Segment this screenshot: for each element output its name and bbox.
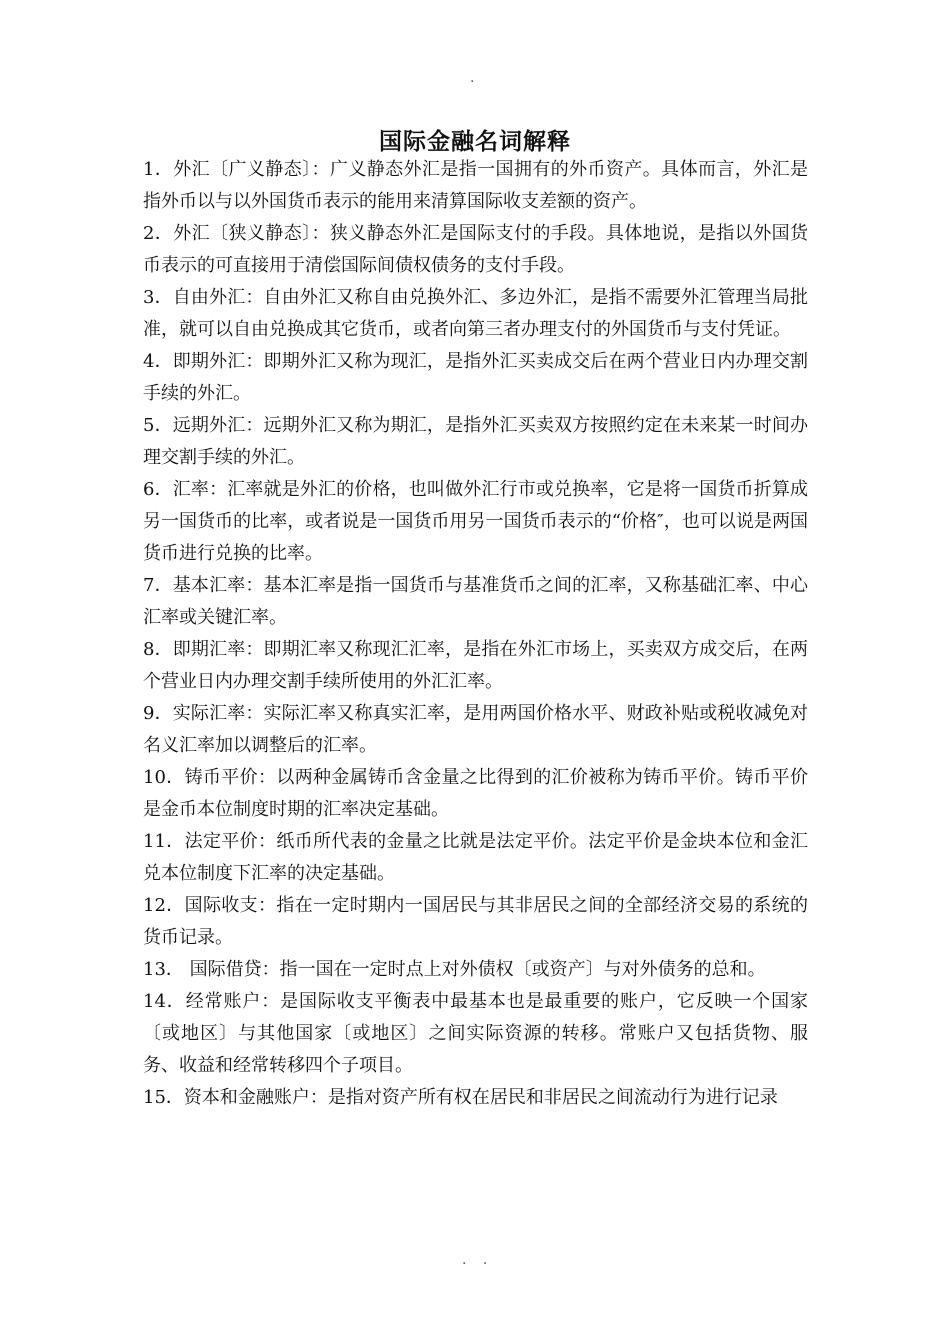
entry-term: 铸币平价 [184,767,258,788]
glossary-entry: 15．资本和金融账户：是指对资产所有权在居民和非居民之间流动行为进行记录 [143,1087,778,1108]
entry-definition: 即期汇率又称现汇汇率，是指在外汇市场上，买卖双方成交后，在两个营业日内办理交割手续所使用的外汇汇率。 [143,639,809,692]
entry-term: 远期外汇 [172,415,246,436]
page-header-mark: . [470,70,475,86]
entry-number: 1 [143,159,155,180]
entry-number: 7 [143,575,155,596]
entry-number: 2 [143,223,155,244]
entry-number: 15 [143,1087,166,1108]
entry-number: 4 [143,351,155,372]
glossary-entry: 5．远期外汇：远期外汇又称为期汇，是指外汇买卖双方按照约定在未来某一时间办理交割手续的外汇。 [143,415,809,468]
entry-number: 11 [143,831,166,852]
entry-number: 12 [143,895,166,916]
entry-definition: 基本汇率是指一国货币与基准货币之间的汇率，又称基础汇率、中心汇率或关键汇率。 [143,575,809,628]
entry-number: 9 [143,703,155,724]
entry-term: 国际借贷 [183,959,262,980]
glossary-entry: 4．即期外汇：即期外汇又称为现汇，是指外汇买卖成交后在两个营业日内办理交割手续的外汇。 [143,351,809,404]
entry-definition: 自由外汇又称自由兑换外汇、多边外汇，是指不需要外汇管理当局批准，就可以自由兑换成其它货币，或者向第三者办理支付的外国货币与支付凭证。 [143,287,809,340]
glossary-entry: 8．即期汇率：即期汇率又称现汇汇率，是指在外汇市场上，买卖双方成交后，在两个营业日内办理交割手续所使用的外汇汇率。 [143,639,809,692]
entry-definition: 指在一定时期内一国居民与其非居民之间的全部经济交易的系统的货币记录。 [143,895,809,948]
entry-definition: 远期外汇又称为期汇，是指外汇买卖双方按照约定在未来某一时间办理交割手续的外汇。 [143,415,809,468]
entry-definition: 汇率就是外汇的价格，也叫做外汇行市或兑换率，它是将一国货币折算成另一国货币的比率，或者说是一国货币用另一国货币表示的“价格″，也可以说是两国货币进行兑换的比率。 [143,479,809,564]
entry-term: 外汇〔狭义静态〕 [173,223,312,244]
entry-number: 6 [143,479,155,500]
entry-term: 法定平价 [184,831,258,852]
entry-term: 实际汇率 [172,703,246,724]
entry-number: 14 [143,991,166,1012]
entry-term: 外汇〔广义静态〕 [173,159,312,180]
glossary-entry: 3．自由外汇：自由外汇又称自由兑换外汇、多边外汇，是指不需要外汇管理当局批准，就可以自由兑换成其它货币，或者向第三者办理支付的外国货币与支付凭证。 [143,287,809,340]
entry-number: 8 [143,639,155,660]
entry-definition: 实际汇率又称真实汇率，是用两国价格水平、财政补贴或税收减免对名义汇率加以调整后的汇率。 [143,703,809,756]
glossary-entry: 13． 国际借贷：指一国在一定时点上对外债权〔或资产〕与对外债务的总和。 [143,959,766,980]
entry-term: 汇率 [172,479,210,500]
page-title: 国际金融名词解释 [379,128,571,156]
entry-definition: 是指对资产所有权在居民和非居民之间流动行为进行记录 [327,1087,778,1108]
entry-number: 3 [143,287,155,308]
entry-definition: 指一国在一定时点上对外债权〔或资产〕与对外债务的总和。 [279,959,766,980]
entry-definition: 广义静态外汇是指一国拥有的外币资产。具体而言，外汇是指外币以与以外国货币表示的能用来清算国际收支差额的资产。 [143,159,809,212]
glossary-entry: 14．经常账户：是国际收支平衡表中最基本也是最重要的账户，它反映一个国家〔或地区〕与其他国家〔或地区〕之间实际资源的转移。常账户又包括货物、服务、收益和经常转移四个子项目。 [143,991,809,1076]
entry-term: 资本和金融账户 [183,1087,310,1108]
entry-definition: 是国际收支平衡表中最基本也是最重要的账户，它反映一个国家〔或地区〕与其他国家〔或地区〕之间实际资源的转移。常账户又包括货物、服务、收益和经常转移四个子项目。 [143,991,809,1076]
glossary-entry: 7．基本汇率：基本汇率是指一国货币与基准货币之间的汇率，又称基础汇率、中心汇率或关键汇率。 [143,575,809,628]
glossary-entry: 6．汇率：汇率就是外汇的价格，也叫做外汇行市或兑换率，它是将一国货币折算成另一国货币的比率，或者说是一国货币用另一国货币表示的“价格″，也可以说是两国货币进行兑换的比率。 [143,479,809,564]
entry-term: 即期外汇 [172,351,246,372]
entry-term: 经常账户 [185,991,262,1012]
entry-definition: 以两种金属铸币含金量之比得到的汇价被称为铸币平价。铸币平价是金币本位制度时期的汇率决定基础。 [143,767,809,820]
glossary-entry: 10．铸币平价：以两种金属铸币含金量之比得到的汇价被称为铸币平价。铸币平价是金币本位制度时期的汇率决定基础。 [143,767,809,820]
entry-number: 10 [143,767,166,788]
entry-definition: 即期外汇又称为现汇，是指外汇买卖成交后在两个营业日内办理交割手续的外汇。 [143,351,809,404]
glossary-entry: 1．外汇〔广义静态〕：广义静态外汇是指一国拥有的外币资产。具体而言，外汇是指外币以与以外国货币表示的能用来清算国际收支差额的资产。 [143,159,809,212]
page-footer-mark: . . [462,1252,494,1268]
entry-definition: 狭义静态外汇是国际支付的手段。具体地说，是指以外国货币表示的可直接用于清偿国际间债权债务的支付手段。 [143,223,809,276]
entry-term: 即期汇率 [172,639,246,660]
entry-term: 基本汇率 [172,575,246,596]
glossary-list [143,150,808,1114]
entry-definition: 纸币所代表的金量之比就是法定平价。法定平价是金块本位和金汇兑本位制度下汇率的决定基础。 [143,831,809,884]
entry-number: 5 [143,415,155,436]
glossary-entry: 11．法定平价：纸币所代表的金量之比就是法定平价。法定平价是金块本位和金汇兑本位制度下汇率的决定基础。 [143,831,809,884]
entry-number: 13 [143,959,166,980]
glossary-entry: 9．实际汇率：实际汇率又称真实汇率，是用两国价格水平、财政补贴或税收减免对名义汇率加以调整后的汇率。 [143,703,809,756]
entry-term: 自由外汇 [172,287,246,308]
entry-term: 国际收支 [184,895,258,916]
glossary-entry: 12．国际收支：指在一定时期内一国居民与其非居民之间的全部经济交易的系统的货币记录。 [143,895,809,948]
glossary-entry: 2．外汇〔狭义静态〕：狭义静态外汇是国际支付的手段。具体地说，是指以外国货币表示的可直接用于清偿国际间债权债务的支付手段。 [143,223,809,276]
